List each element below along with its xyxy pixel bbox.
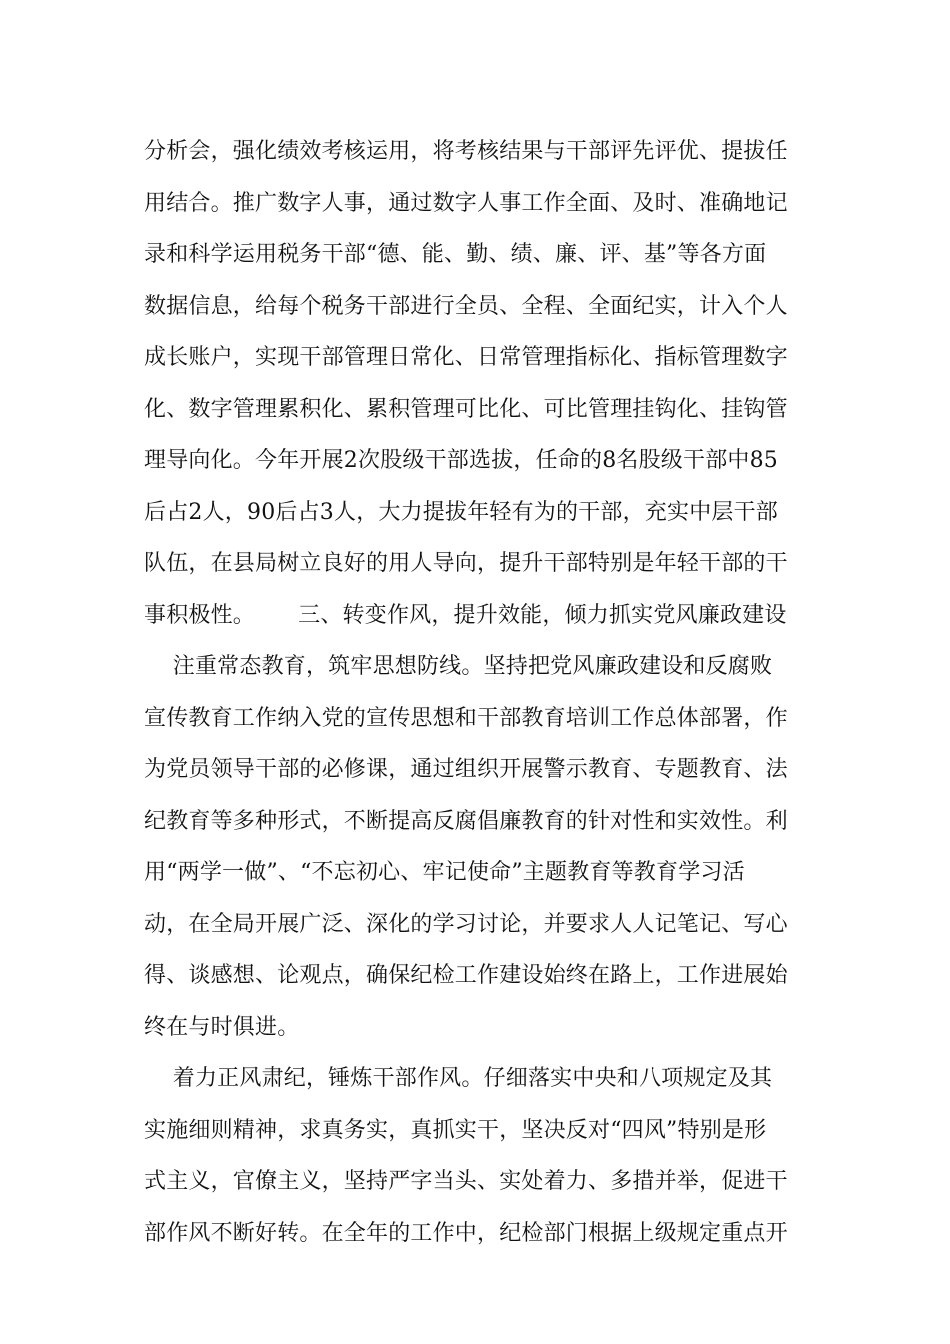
text-line: 用“两学一做”、“不忘初心、牢记使命”主题教育等教育学习活 bbox=[144, 860, 745, 885]
text-line: 式主义，官僚主义，坚持严字当头、实处着力、多措并举，促进干 bbox=[144, 1169, 788, 1194]
text-line: 成长账户，实现干部管理日常化、日常管理指标化、指标管理数字 bbox=[144, 345, 788, 370]
paragraph-start-line: 注重常态教育，筑牢思想防线。坚持把党风廉政建设和反腐败 bbox=[144, 654, 773, 679]
text-line: 队伍，在县局树立良好的用人导向，提升干部特别是年轻干部的干 bbox=[144, 551, 788, 576]
text-line: 部作风不断好转。在全年的工作中，纪检部门根据上级规定重点开 bbox=[144, 1220, 788, 1246]
text-line: 理导向化。今年开展2次股级干部选拔，任命的8名股级干部中85 bbox=[144, 448, 778, 473]
text-line: 得、谈感想、论观点，确保纪检工作建设始终在路上，工作进展始 bbox=[144, 963, 788, 988]
text-line: 终在与时俱进。 bbox=[144, 1014, 300, 1040]
text-line: 录和科学运用税务干部“德、能、勤、绩、廉、评、基”等各方面 bbox=[144, 242, 767, 267]
section-heading-line: 事积极性。 三、转变作风，提升效能，倾力抓实党风廉政建设 bbox=[144, 602, 787, 628]
text-line: 化、数字管理累积化、累积管理可比化、可比管理挂钩化、挂钩管 bbox=[144, 396, 788, 422]
text-line: 数据信息，给每个税务干部进行全员、全程、全面纪实，计入个人 bbox=[144, 293, 788, 319]
text-line: 宣传教育工作纳入党的宣传思想和干部教育培训工作总体部署，作 bbox=[144, 705, 788, 731]
document-body bbox=[144, 126, 814, 1259]
text-line: 纪教育等多种形式，不断提高反腐倡廉教育的针对性和实效性。利 bbox=[144, 808, 788, 834]
text-line: 分析会，强化绩效考核运用，将考核结果与干部评先评优、提拔任 bbox=[144, 139, 788, 164]
text-line: 用结合。推广数字人事，通过数字人事工作全面、及时、准确地记 bbox=[144, 190, 788, 216]
text-line: 为党员领导干部的必修课，通过组织开展警示教育、专题教育、法 bbox=[144, 757, 788, 782]
text-line: 动，在全局开展广泛、深化的学习讨论，并要求人人记笔记、写心 bbox=[144, 911, 788, 937]
paragraph-start-line: 着力正风肃纪，锤炼干部作风。仔细落实中央和八项规定及其 bbox=[144, 1066, 773, 1091]
text-line: 后占2人，90后占3人，大力提拔年轻有为的干部，充实中层干部 bbox=[144, 499, 778, 525]
text-line: 实施细则精神，求真务实，真抓实干，坚决反对“四风”特别是形 bbox=[144, 1117, 767, 1143]
